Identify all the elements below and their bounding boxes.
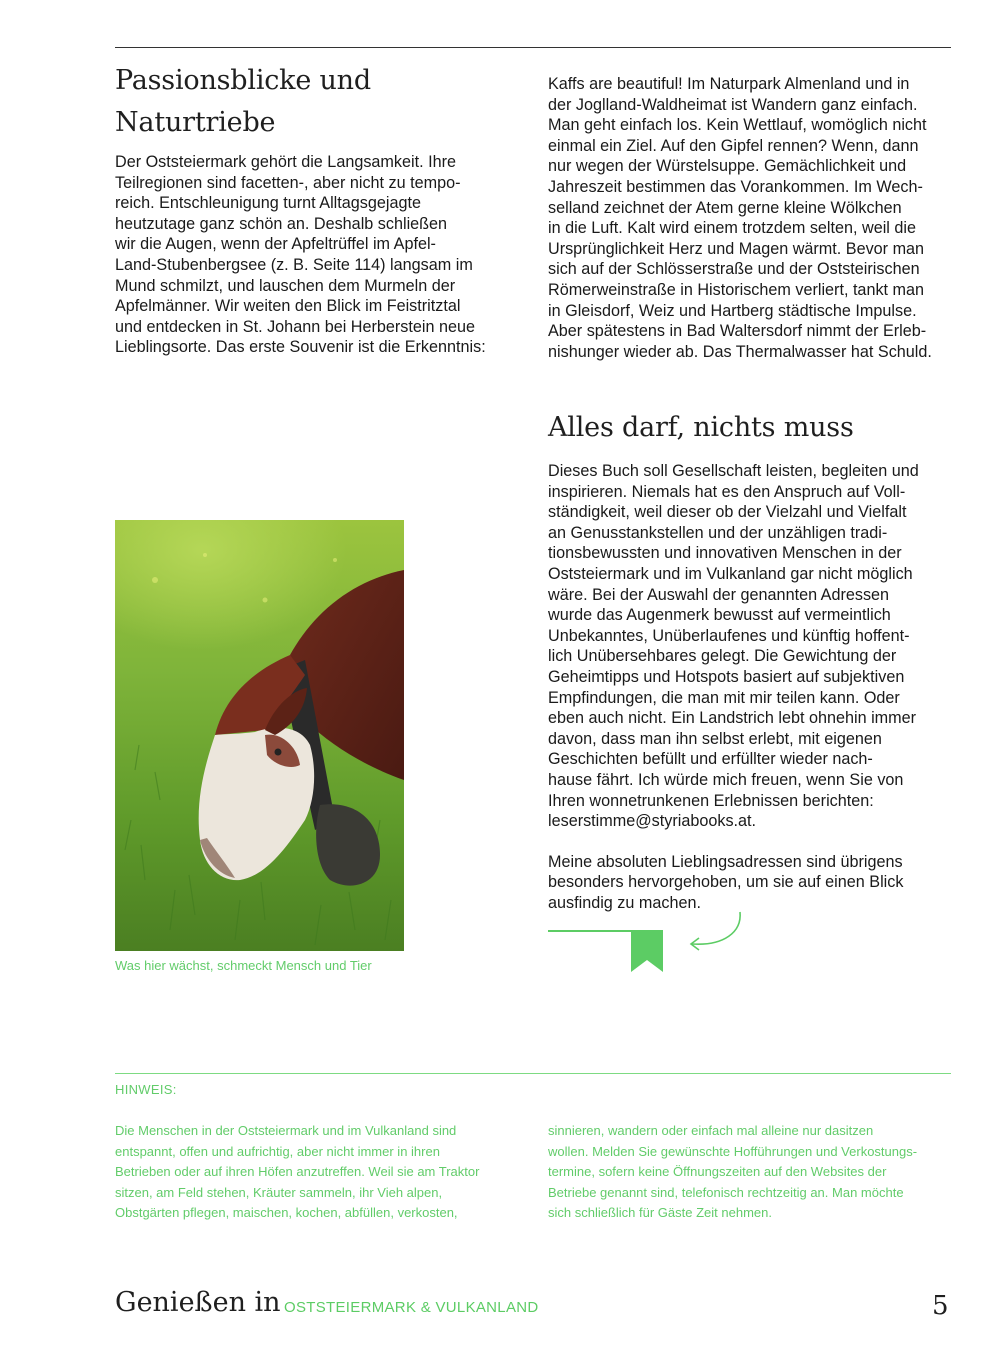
heading-alles-darf: Alles darf, nichts muss <box>548 412 854 443</box>
heading-line-1: Passionsblicke und <box>115 65 371 96</box>
bookmark-icon <box>630 930 664 977</box>
note-rule <box>115 1073 951 1074</box>
note-text-right: sinnieren, wandern oder einfach mal alleine nur dasitzen wollen. Melden Sie gewünschte Hofführungen und Verkostungs- termine, sofern keine Öffnungszeiten auf den Websites der Betriebe genannt sind, telefonisch rechtzeitig an. Man möchte sich schließlich für Gäste Zeit nehmen. <box>548 1123 918 1221</box>
note-text-left: Die Menschen in der Oststeiermark und im Vulkanland sind entspannt, offen und aufrichtig, aber nicht immer in ihren Betrieben oder auf ihren Höfen anzutreffen. Weil sie am Traktor sitzen, am Feld stehen, Kräuter sammeln, ihr Vieh alpen, Obstgärten pflegen, maischen, kochen, abfüllen, verkosten, <box>115 1123 480 1221</box>
body-text-favourites: Meine absoluten Lieblingsadressen sind übrigens besonders hervorgehoben, um sie auf einen Blick ausfindig zu machen. <box>548 852 904 912</box>
heading-passionsblicke <box>115 60 510 144</box>
curved-arrow-icon <box>684 910 746 957</box>
intro-text-left: Der Oststeiermark gehört die Langsamkeit. Ihre Teilregionen sind facetten-, aber nicht zu tempo- reich. Entschleunigung turnt Alltagsgejagte heutzutage ganz schön an. Deshalb schließen wir die Augen, wenn der Apfeltrüffel im Apfel- Land-Stubenbergsee (z. B. Seite 114) langsam im Mund schmilzt, und lauschen dem Murmeln der Apfelmänner. Wir weiten den Blick im Feistritztal und entdecken in St. Johann bei Herberstein neue Lieblingsorte. Das erste Souvenir ist die Erkenntnis: <box>115 153 486 357</box>
note-label: HINWEIS: <box>115 1082 177 1097</box>
footer-title: Genießen in <box>115 1287 281 1318</box>
section-alles-darf <box>548 407 953 913</box>
page-number: 5 <box>932 1291 949 1321</box>
top-rule <box>115 47 951 48</box>
heading-line-2: Naturtriebe <box>115 107 276 138</box>
article-right-column <box>548 74 953 362</box>
intro-text-right: Kaffs are beautiful! Im Naturpark Almenland und in der Joglland-Waldheimat ist Wandern ganz einfach. Man geht einfach los. Kein Wettlauf, womöglich nicht einmal ein Ziel. Auf den Gipfel rennen? Wenn, dann nur wegen der Würstelsuppe. Gemächlichkeit und Jahreszeit bestimmen das Vorankommen. Im Wech- selland zeichnet der Atem gerne kleine Wölkchen in die Luft. Kalt wird einem trotzdem selten, weil die Ursprünglichkeit Herz und Magen wärmt. Bevor man sich auf der Schlösserstraße und der Oststeirischen Römerweinstraße in Historischem verliert, tankt man in Gleisdorf, Weiz und Hartberg städtische Impulse. Aber spätestens in Bad Waltersdorf nimmt der Erleb- nishunger wieder ab. Das Thermalwasser hat Schuld. <box>548 75 932 361</box>
article-left-column <box>115 60 510 358</box>
photo-caption: Was hier wächst, schmeckt Mensch und Tier <box>115 958 372 973</box>
cow-photo <box>115 520 404 951</box>
footer-subtitle: OSTSTEIERMARK & VULKANLAND <box>284 1299 539 1316</box>
body-text-alles-darf: Dieses Buch soll Gesellschaft leisten, begleiten und inspirieren. Niemals hat es den Anspruch auf Voll- ständigkeit, weil dieser ob der Vielzahl und Vielfalt an Genusstankstellen und der unzähligen tradi- tionsbewussten und innovativen Menschen in der Oststeiermark und im Vulkanland gar nicht möglich wäre. Bei der Auswahl der genannten Adressen wurde das Augenmerk bewusst auf vermeintlich Unbekanntes, Unüberlaufenes und künftig hoffent- lich Unübersehbares gelegt. Die Gewichtung der Geheimtipps und Hotspots basiert auf subjektiven Empfindungen, die man mit mir teilen kann. Oder eben auch nicht. Ein Landstrich lebt ohnehin immer davon, dass man ihn selbst erlebt, mit eigenen Geschichten befüllt und erfüllter wieder nach- hause fährt. Ich würde mich freuen, wenn Sie von Ihren wonnetrunkenen Erlebnissen berichten: leserstimme@styriabooks.at. <box>548 462 919 831</box>
